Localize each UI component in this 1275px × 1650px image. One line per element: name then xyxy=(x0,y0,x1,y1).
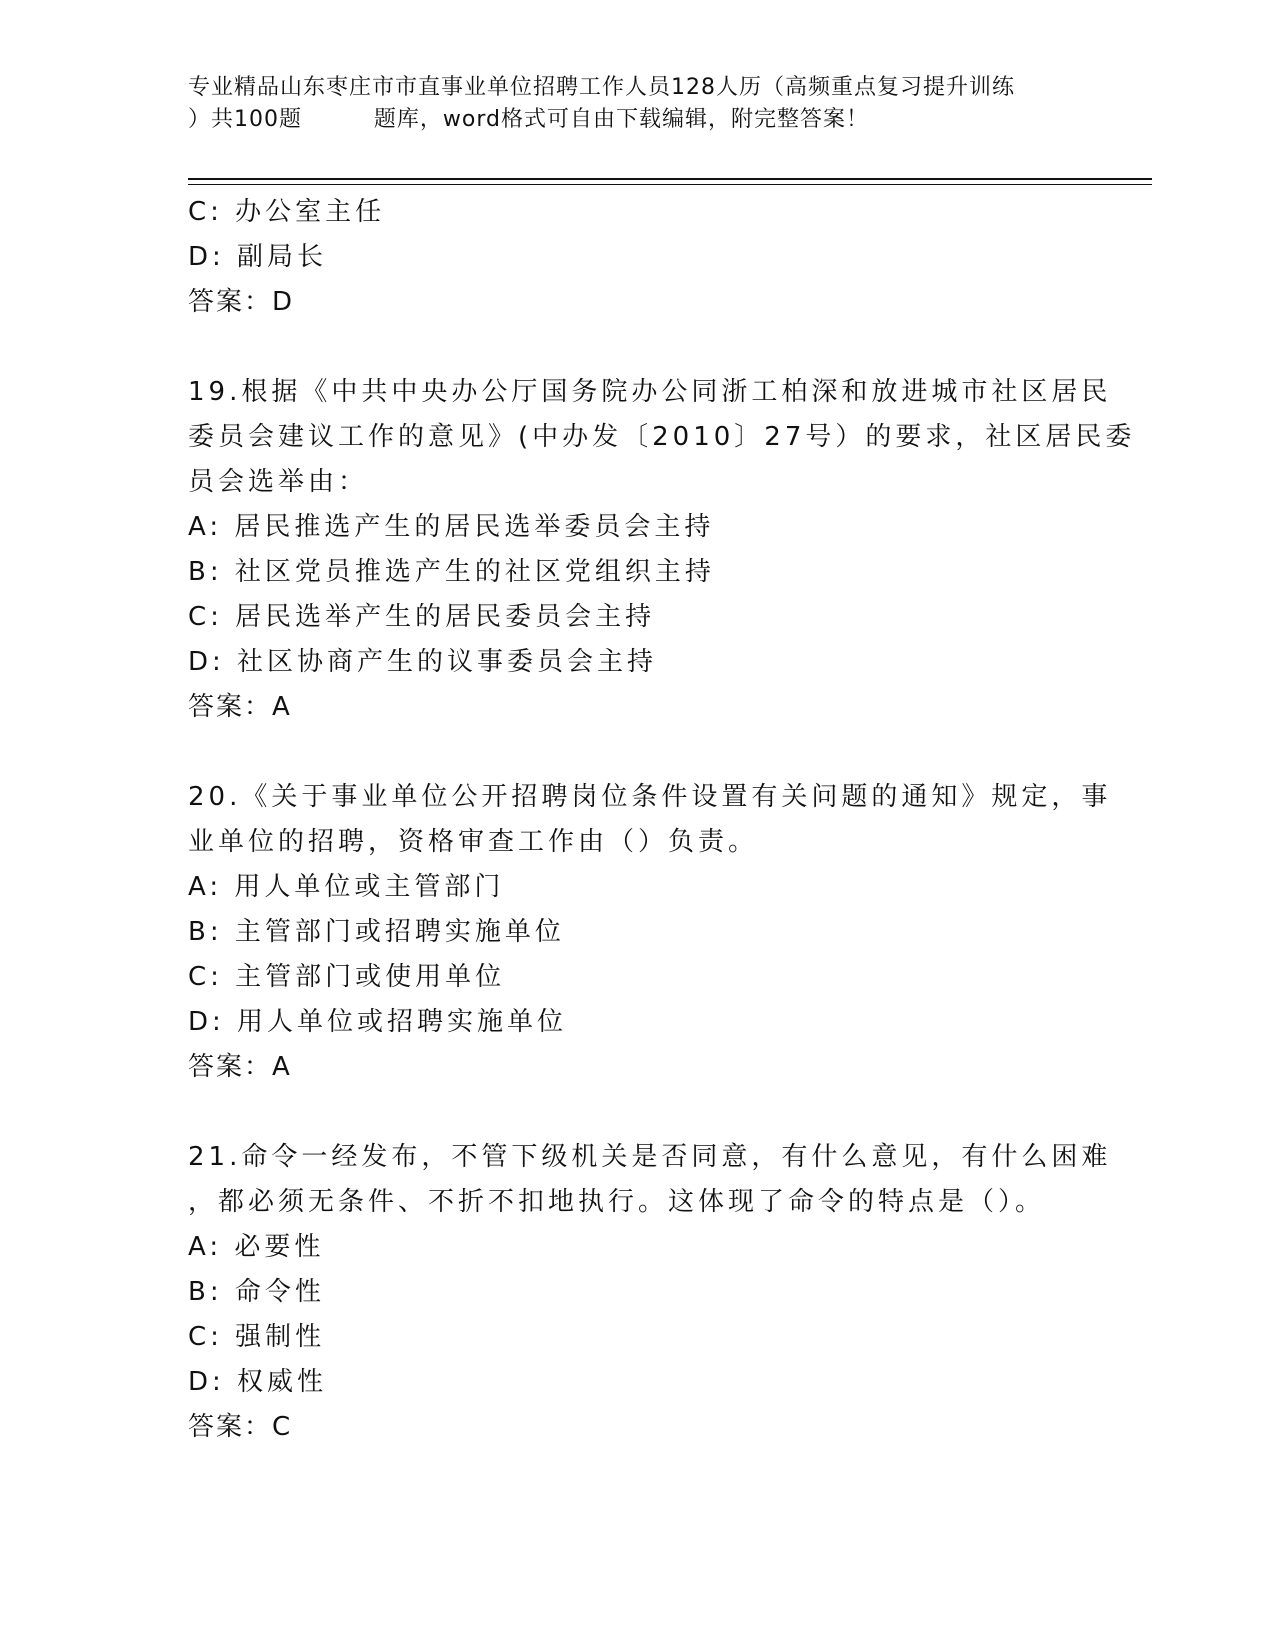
option-line: A: 居民推选产生的居民选举委员会主持 xyxy=(188,512,715,542)
answer-line: 答案：D xyxy=(188,287,295,317)
question-text: 20.《关于事业单位公开招聘岗位条件设置有关问题的通知》规定，事 xyxy=(188,782,1112,812)
question-20 xyxy=(188,775,1112,1090)
question-text: 委员会建议工作的意见》(中办发〔2010〕27号）的要求，社区居民委 xyxy=(188,422,1136,452)
option-line: B: 命令性 xyxy=(188,1277,325,1307)
option-line: D: 社区协商产生的议事委员会主持 xyxy=(188,647,658,677)
option-line: C: 强制性 xyxy=(188,1322,326,1352)
question-19 xyxy=(188,370,1136,730)
question-text: 21.命令一经发布，不管下级机关是否同意，有什么意见，有什么困难 xyxy=(188,1142,1112,1172)
answer-line: 答案：A xyxy=(188,1052,292,1082)
answer-line: 答案：A xyxy=(188,692,292,722)
option-line: A: 必要性 xyxy=(188,1232,325,1262)
spacer xyxy=(188,325,1088,370)
document-header xyxy=(188,72,1078,136)
question-text: 业单位的招聘，资格审查工作由（）负责。 xyxy=(188,827,759,857)
option-line: C: 居民选举产生的居民委员会主持 xyxy=(188,602,656,632)
option-line: D: 权威性 xyxy=(188,1367,328,1397)
question-text: 19.根据《中共中央办公厅国务院办公同浙工柏深和放进城市社区居民 xyxy=(188,377,1112,407)
header-divider-thin xyxy=(188,184,1152,185)
option-line: C: 办公室主任 xyxy=(188,197,386,227)
spacer xyxy=(188,730,1088,775)
question-text: 员会选举由： xyxy=(188,467,369,497)
option-line: C: 主管部门或使用单位 xyxy=(188,962,506,992)
answer-line: 答案：C xyxy=(188,1412,293,1442)
question-list xyxy=(188,190,1136,1450)
header-line-1: 专业精品山东枣庄市市直事业单位招聘工作人员128人历（高频重点复习提升训练 xyxy=(188,75,1015,100)
option-line: B: 社区党员推选产生的社区党组织主持 xyxy=(188,557,715,587)
question-21 xyxy=(188,1135,1112,1450)
option-line: A: 用人单位或主管部门 xyxy=(188,872,505,902)
header-divider xyxy=(188,178,1152,180)
option-line: B: 主管部门或招聘实施单位 xyxy=(188,917,565,947)
spacer xyxy=(188,1090,1088,1135)
question-18-tail xyxy=(188,190,1088,325)
option-line: D: 用人单位或招聘实施单位 xyxy=(188,1007,568,1037)
option-line: D: 副局长 xyxy=(188,242,328,272)
header-line-2: ）共100题 题库，word格式可自由下载编辑，附完整答案！ xyxy=(188,107,870,132)
question-text: ，都必须无条件、不折不扣地执行。这体现了命令的特点是（）。 xyxy=(188,1187,1046,1217)
